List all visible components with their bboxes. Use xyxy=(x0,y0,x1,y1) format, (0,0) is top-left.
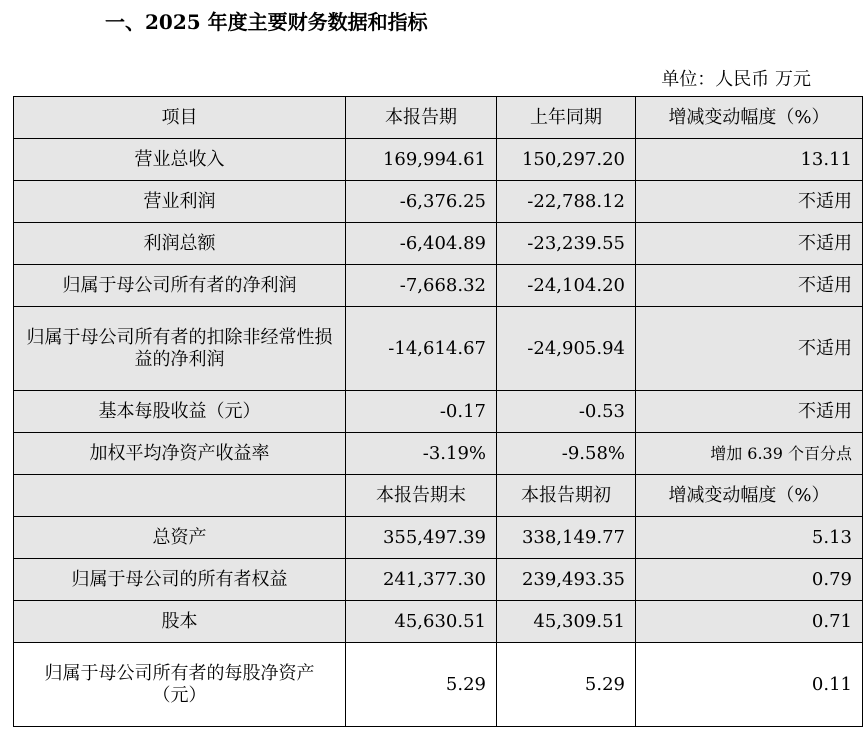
financial-data-table xyxy=(13,96,863,727)
change-value: 不适用 xyxy=(636,391,863,433)
table-row xyxy=(14,391,863,433)
current-value: -0.17 xyxy=(346,391,497,433)
change-value: 0.11 xyxy=(636,643,863,727)
row-label: 归属于母公司所有者的扣除非经常性损益的净利润 xyxy=(14,307,346,391)
row-label: 归属于母公司所有者的净利润 xyxy=(14,265,346,307)
table-row xyxy=(14,265,863,307)
prior-value: 5.29 xyxy=(497,643,636,727)
prior-value: -9.58% xyxy=(497,433,636,475)
prior-value: -22,788.12 xyxy=(497,181,636,223)
row-label: 利润总额 xyxy=(14,223,346,265)
table-row xyxy=(14,643,863,727)
current-value: 241,377.30 xyxy=(346,559,497,601)
row-label: 营业利润 xyxy=(14,181,346,223)
change-value: 不适用 xyxy=(636,223,863,265)
header-item xyxy=(14,475,346,517)
change-value: 13.11 xyxy=(636,139,863,181)
table-row xyxy=(14,307,863,391)
current-value: -3.19% xyxy=(346,433,497,475)
table-row xyxy=(14,223,863,265)
currency-unit-label: 单位：人民币 万元 xyxy=(661,69,811,90)
prior-value: -24,905.94 xyxy=(497,307,636,391)
current-value: 45,630.51 xyxy=(346,601,497,643)
row-label: 股本 xyxy=(14,601,346,643)
row-label: 加权平均净资产收益率 xyxy=(14,433,346,475)
current-value: -14,614.67 xyxy=(346,307,497,391)
row-label: 基本每股收益（元） xyxy=(14,391,346,433)
current-value: 169,994.61 xyxy=(346,139,497,181)
current-value: -7,668.32 xyxy=(346,265,497,307)
prior-value: -0.53 xyxy=(497,391,636,433)
table-row xyxy=(14,181,863,223)
row-label: 归属于母公司所有者的每股净资产（元） xyxy=(14,643,346,727)
table-row xyxy=(14,517,863,559)
header-prior-period: 上年同期 xyxy=(497,97,636,139)
table-subheader-row xyxy=(14,475,863,517)
change-value: 增加 6.39 个百分点 xyxy=(636,433,863,475)
current-value: 5.29 xyxy=(346,643,497,727)
row-label: 营业总收入 xyxy=(14,139,346,181)
table-row xyxy=(14,601,863,643)
current-value: 355,497.39 xyxy=(346,517,497,559)
section-heading: 一、2025 年度主要财务数据和指标 xyxy=(105,10,428,34)
header-item: 项目 xyxy=(14,97,346,139)
header-period-start: 本报告期初 xyxy=(497,475,636,517)
header-period-end: 本报告期末 xyxy=(346,475,497,517)
change-value: 0.71 xyxy=(636,601,863,643)
change-value: 0.79 xyxy=(636,559,863,601)
header-current-period: 本报告期 xyxy=(346,97,497,139)
table-row xyxy=(14,559,863,601)
prior-value: 338,149.77 xyxy=(497,517,636,559)
header-change: 增减变动幅度（%） xyxy=(636,97,863,139)
prior-value: 150,297.20 xyxy=(497,139,636,181)
prior-value: 45,309.51 xyxy=(497,601,636,643)
change-value: 不适用 xyxy=(636,307,863,391)
table-row xyxy=(14,139,863,181)
current-value: -6,376.25 xyxy=(346,181,497,223)
row-label: 总资产 xyxy=(14,517,346,559)
current-value: -6,404.89 xyxy=(346,223,497,265)
prior-value: -23,239.55 xyxy=(497,223,636,265)
row-label: 归属于母公司的所有者权益 xyxy=(14,559,346,601)
prior-value: 239,493.35 xyxy=(497,559,636,601)
prior-value: -24,104.20 xyxy=(497,265,636,307)
change-value: 不适用 xyxy=(636,181,863,223)
header-change: 增减变动幅度（%） xyxy=(636,475,863,517)
table-header-row xyxy=(14,97,863,139)
table-row xyxy=(14,433,863,475)
change-value: 不适用 xyxy=(636,265,863,307)
change-value: 5.13 xyxy=(636,517,863,559)
